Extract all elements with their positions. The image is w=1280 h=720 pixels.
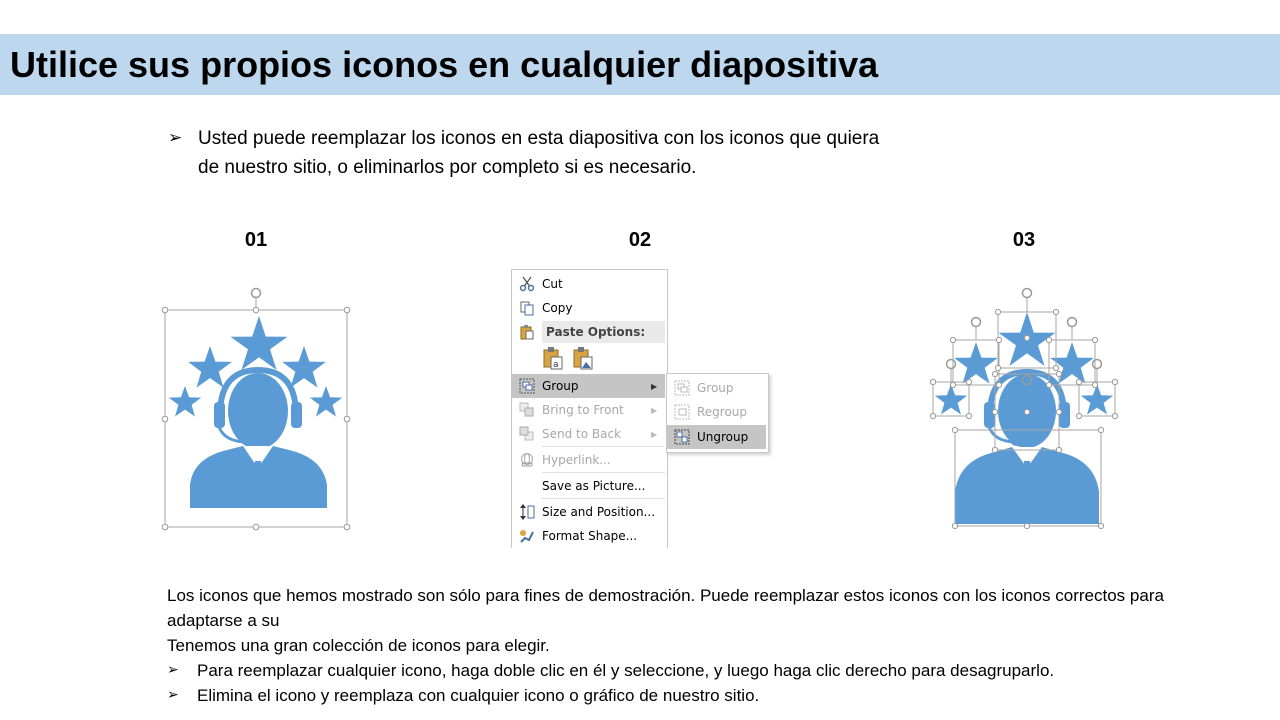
description-bullet-text: Para reemplazar cualquier icono, haga doble clic en él y seleccione, y luego haga clic derecho para desagruparlo.: [197, 661, 1055, 680]
menu-item-label: Hyperlink...: [542, 453, 611, 467]
svg-text:a: a: [553, 359, 559, 370]
arrow-bullet-icon: ➢: [167, 687, 179, 703]
menu-item-send-to-back[interactable]: [512, 422, 665, 446]
group-submenu: [666, 373, 769, 453]
ungroup-icon: [667, 429, 697, 445]
size-icon: [512, 504, 542, 520]
menu-item-save-as-picture[interactable]: [512, 474, 665, 498]
format-icon: [512, 528, 542, 544]
hyperlink-icon: [512, 452, 542, 468]
menu-item-bring-to-front[interactable]: [512, 398, 665, 422]
description-bullet-1: [167, 658, 1177, 683]
intro-text: Usted puede reemplazar los iconos en esta diapositiva con los iconos que quiera de nuestro sitio, o eliminarlos por completo si es necesario.: [198, 128, 880, 178]
description-block: [167, 583, 1177, 708]
description-bullet-text: Elimina el icono y reemplaza con cualquier icono o gráfico de nuestro sitio.: [197, 686, 760, 705]
menu-item-copy[interactable]: [512, 296, 665, 320]
submenu-arrow-icon: ▶: [651, 405, 658, 415]
submenu-item-ungroup[interactable]: [667, 425, 766, 449]
menu-item-label: Bring to Front: [542, 403, 624, 417]
step-number-01: 01: [244, 229, 268, 251]
slide-title: Utilice sus propios iconos en cualquier diapositiva: [10, 44, 879, 85]
menu-item-label: Group: [542, 379, 579, 393]
intro-bullet: [168, 124, 908, 182]
menu-item-label: Send to Back: [542, 427, 622, 441]
submenu-item-label: Group: [697, 381, 734, 395]
submenu-arrow-icon: ▶: [651, 381, 658, 391]
copy-icon: [512, 300, 542, 316]
context-menu: [511, 269, 668, 548]
paste-icon: [512, 324, 542, 340]
menu-item-label: Size and Position...: [542, 505, 656, 519]
menu-item-group[interactable]: [512, 374, 665, 398]
group-icon: [512, 378, 542, 394]
submenu-arrow-icon: ▶: [651, 429, 658, 439]
scissors-icon: [512, 276, 542, 292]
paste-picture-icon[interactable]: [572, 346, 594, 373]
bring-front-icon: [512, 402, 542, 418]
description-bullet-2: [167, 683, 1177, 708]
submenu-item-label: Regroup: [697, 405, 748, 419]
submenu-item-regroup[interactable]: [667, 400, 766, 424]
menu-item-hyperlink[interactable]: [512, 448, 665, 472]
menu-item-label: Copy: [542, 301, 573, 315]
menu-item-format-shape[interactable]: [512, 524, 665, 548]
agent-icon-grouped[interactable]: [155, 280, 360, 535]
paste-keep-text-icon[interactable]: [542, 346, 564, 373]
description-line-2: Tenemos una gran colección de iconos para elegir.: [167, 636, 550, 655]
submenu-item-group[interactable]: [667, 376, 766, 400]
menu-item-size-and-position[interactable]: [512, 500, 665, 524]
send-back-icon: [512, 426, 542, 442]
step-number-02: 02: [628, 229, 652, 251]
menu-item-label: Format Shape...: [542, 529, 638, 543]
menu-item-label: Save as Picture...: [542, 479, 646, 493]
menu-item-label: Cut: [542, 277, 563, 291]
menu-item-cut[interactable]: [512, 272, 665, 296]
submenu-item-label: Ungroup: [697, 430, 749, 444]
agent-icon-ungrouped[interactable]: [925, 280, 1125, 535]
group-icon: [667, 380, 697, 396]
paste-options-row: [512, 344, 665, 374]
arrow-bullet-icon: ➢: [167, 662, 179, 678]
arrow-bullet-icon: ➢: [168, 128, 183, 148]
paste-options-header: Paste Options:: [542, 321, 665, 343]
description-line-1: Los iconos que hemos mostrado son sólo para fines de demostración. Puede reemplazar estos iconos con los iconos correctos para adaptarse a su: [167, 586, 1164, 630]
regroup-icon: [667, 404, 697, 420]
step-number-03: 03: [1012, 229, 1036, 251]
